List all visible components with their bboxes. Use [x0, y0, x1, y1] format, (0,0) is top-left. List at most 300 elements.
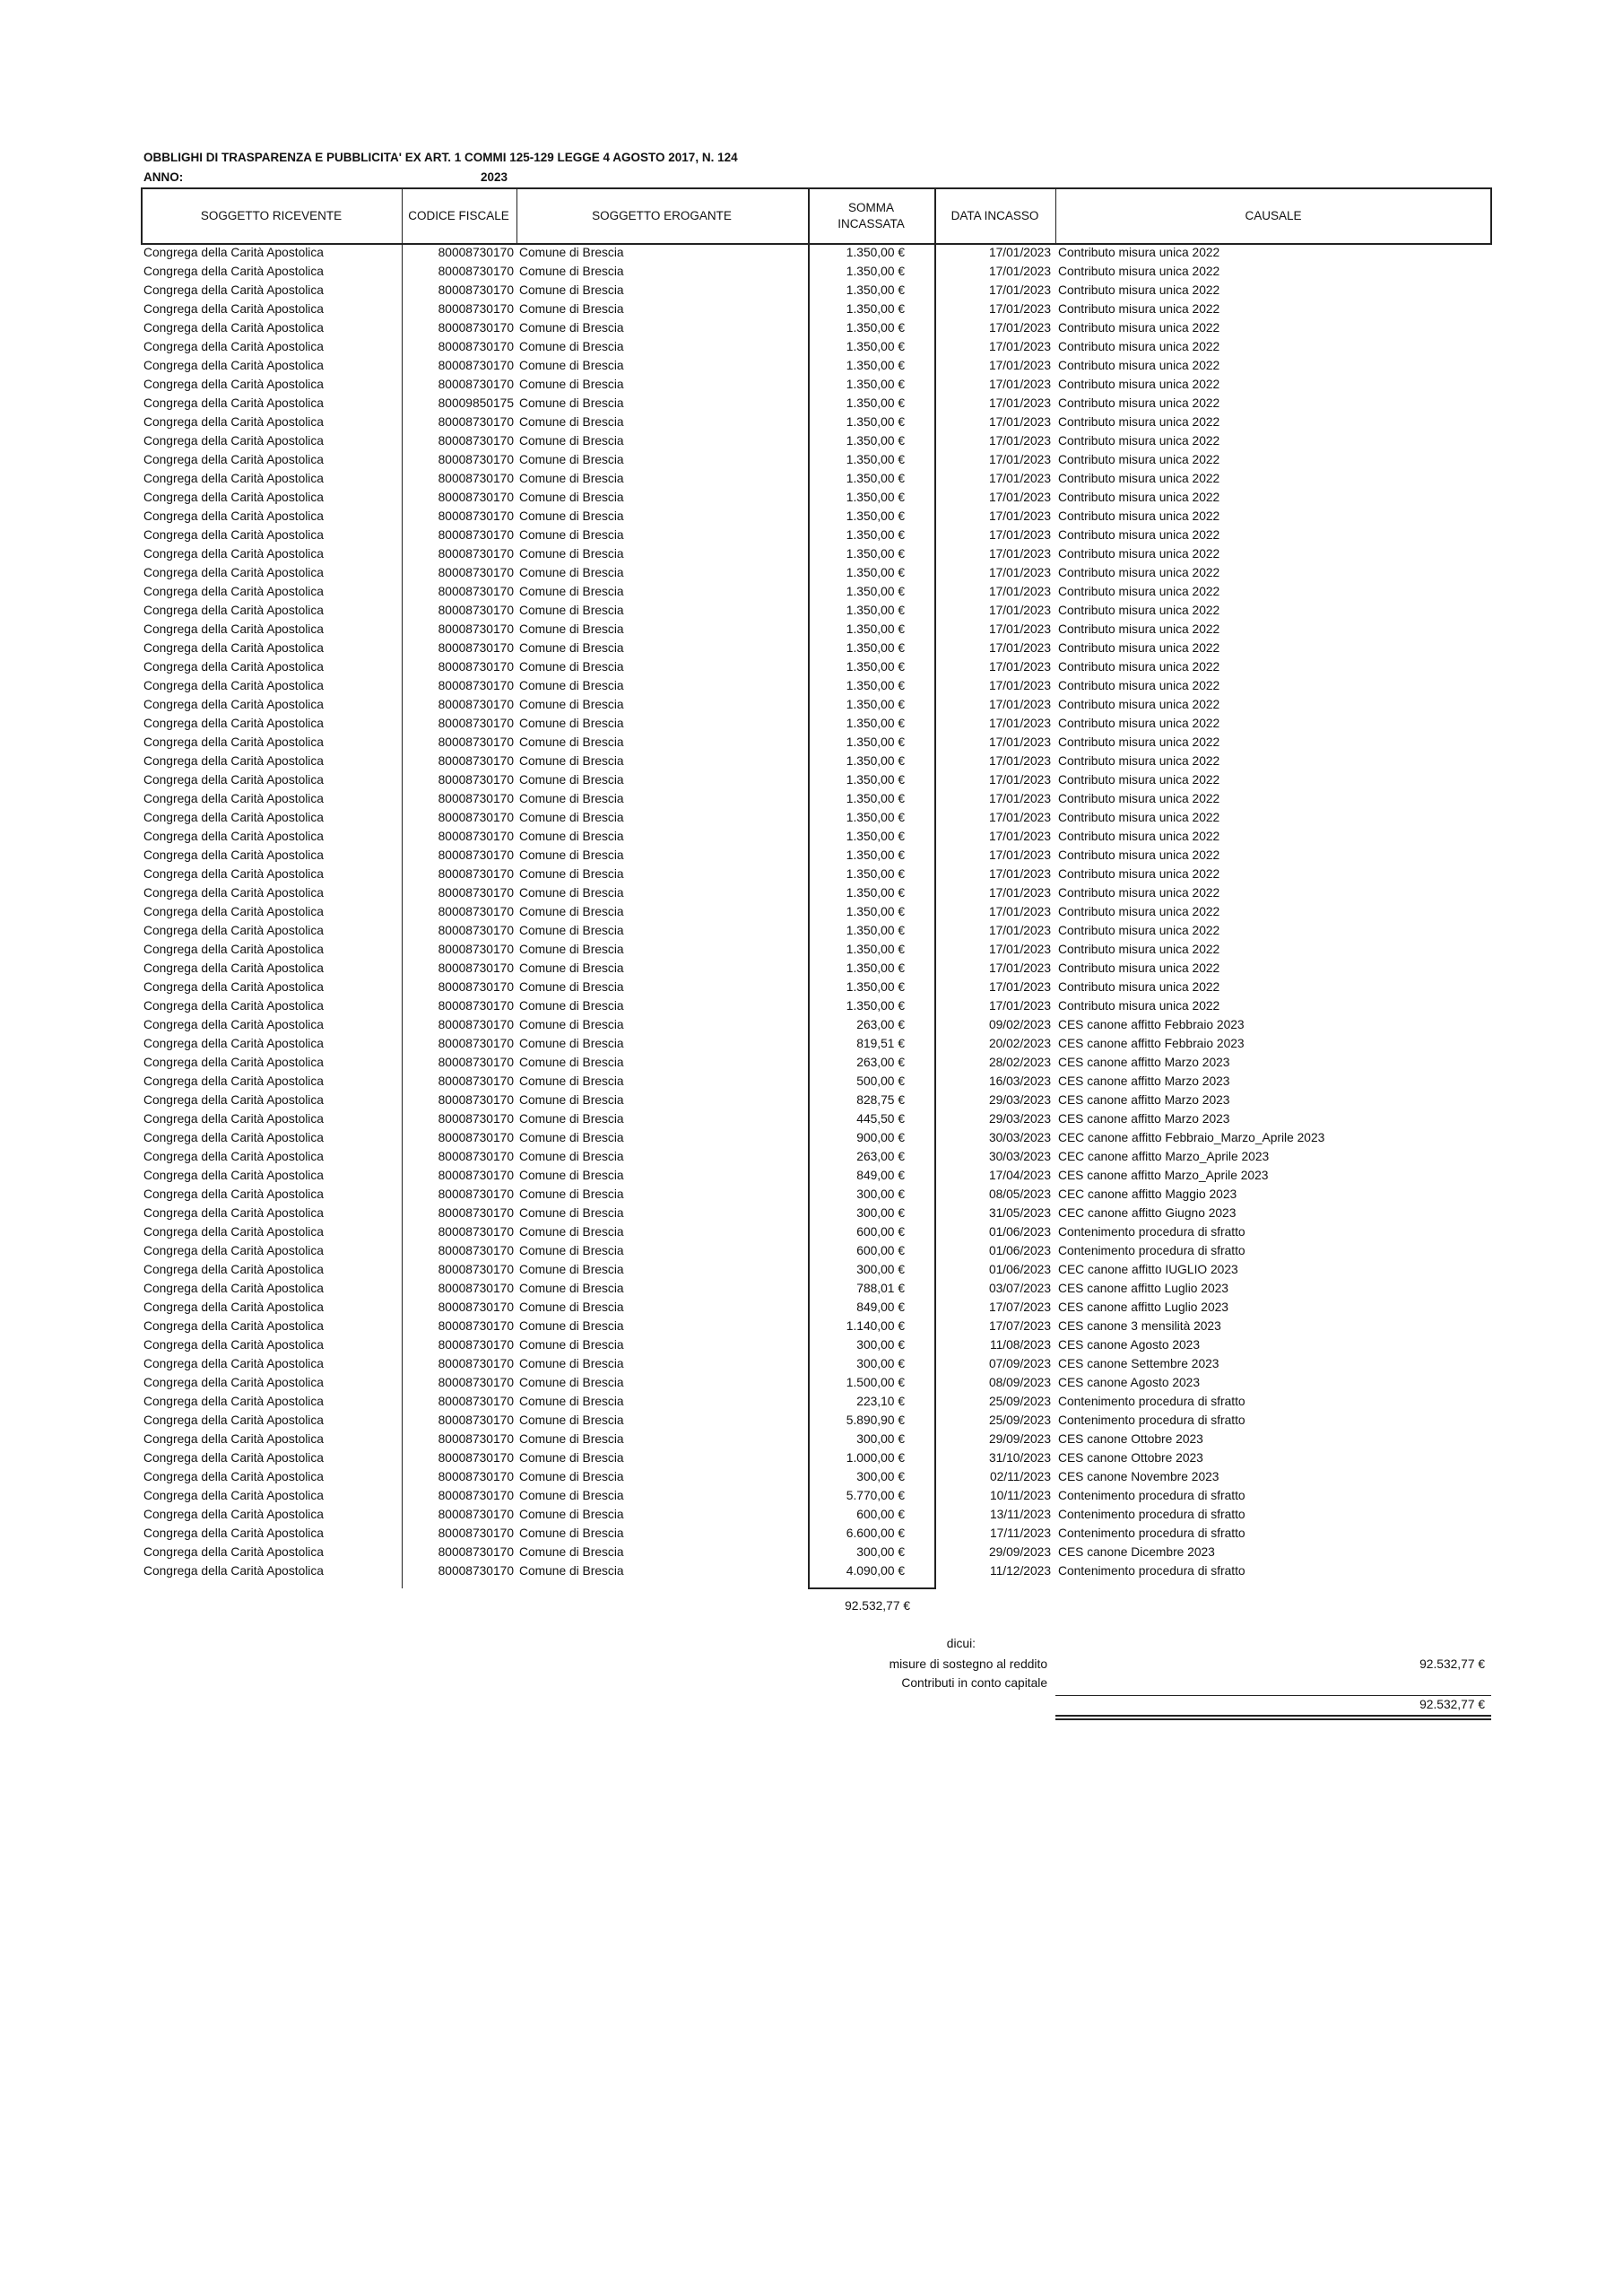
cell-somma-incassata: 600,00 € — [856, 1225, 905, 1239]
cell-somma-incassata: 1.350,00 € — [846, 980, 905, 994]
cell-somma-incassata: 1.350,00 € — [846, 811, 905, 824]
cell-soggetto-erogante: Comune di Brescia — [519, 1489, 624, 1502]
table-row — [0, 263, 1623, 282]
cell-somma-incassata: 1.000,00 € — [846, 1451, 905, 1465]
cell-causale: CES canone Novembre 2023 — [1058, 1470, 1219, 1483]
cell-causale: Contributo misura unica 2022 — [1058, 924, 1220, 937]
cell-somma-incassata: 1.500,00 € — [846, 1376, 905, 1389]
cell-data-incasso: 09/02/2023 — [988, 1018, 1051, 1031]
cell-soggetto-ricevente: Congrega della Carità Apostolica — [143, 265, 324, 278]
cell-codice-fiscale: 80008730170 — [438, 547, 514, 561]
cell-data-incasso: 17/01/2023 — [988, 999, 1051, 1013]
cell-soggetto-erogante: Comune di Brescia — [519, 980, 624, 994]
table-row — [0, 395, 1623, 413]
cell-soggetto-erogante: Comune di Brescia — [519, 321, 624, 335]
table-row — [0, 1299, 1623, 1318]
table-row — [0, 1186, 1623, 1205]
cell-somma-incassata: 1.350,00 € — [846, 378, 905, 391]
table-row — [0, 1487, 1623, 1506]
cell-data-incasso: 29/09/2023 — [988, 1432, 1051, 1446]
cell-codice-fiscale: 80008730170 — [438, 867, 514, 881]
cell-causale: Contributo misura unica 2022 — [1058, 961, 1220, 975]
cell-causale: CES canone affitto Luglio 2023 — [1058, 1300, 1228, 1314]
cell-causale: Contributo misura unica 2022 — [1058, 246, 1220, 259]
cell-codice-fiscale: 80008730170 — [438, 1300, 514, 1314]
cell-somma-incassata: 1.350,00 € — [846, 698, 905, 711]
table-row — [0, 413, 1623, 432]
cell-somma-incassata: 1.350,00 € — [846, 434, 905, 448]
cell-soggetto-ricevente: Congrega della Carità Apostolica — [143, 641, 324, 655]
cell-codice-fiscale: 80008730170 — [438, 1357, 514, 1370]
table-row — [0, 300, 1623, 319]
cell-somma-incassata: 300,00 € — [856, 1545, 905, 1559]
table-row — [0, 1318, 1623, 1336]
cell-somma-incassata: 1.350,00 € — [846, 585, 905, 598]
cell-somma-incassata: 4.090,00 € — [846, 1564, 905, 1578]
cell-causale: Contributo misura unica 2022 — [1058, 641, 1220, 655]
col-codice-fiscale: CODICE FISCALE — [408, 208, 509, 222]
table-row — [0, 1110, 1623, 1129]
cell-causale: CEC canone affitto Giugno 2023 — [1058, 1206, 1237, 1220]
cell-data-incasso: 17/01/2023 — [988, 773, 1051, 787]
cell-somma-incassata: 900,00 € — [856, 1131, 905, 1144]
table-row — [0, 1073, 1623, 1091]
cell-causale: Contributo misura unica 2022 — [1058, 867, 1220, 881]
col-soggetto-erogante: SOGGETTO EROGANTE — [592, 208, 732, 222]
cell-soggetto-ricevente: Congrega della Carità Apostolica — [143, 547, 324, 561]
cell-soggetto-ricevente: Congrega della Carità Apostolica — [143, 1319, 324, 1333]
cell-causale: Contributo misura unica 2022 — [1058, 378, 1220, 391]
table-row — [0, 451, 1623, 470]
cell-soggetto-ricevente: Congrega della Carità Apostolica — [143, 340, 324, 353]
cell-somma-incassata: 300,00 € — [856, 1357, 905, 1370]
divider-erogante — [516, 187, 517, 245]
cell-causale: Contributo misura unica 2022 — [1058, 321, 1220, 335]
table-row — [0, 1016, 1623, 1035]
misure-label: misure di sostegno al reddito — [889, 1657, 1047, 1671]
cell-soggetto-ricevente: Congrega della Carità Apostolica — [143, 283, 324, 297]
cell-causale: CES canone Ottobre 2023 — [1058, 1451, 1203, 1465]
cell-causale: Contenimento procedura di sfratto — [1058, 1225, 1245, 1239]
cell-causale: CES canone 3 mensilità 2023 — [1058, 1319, 1221, 1333]
cell-data-incasso: 17/01/2023 — [988, 321, 1051, 335]
cell-soggetto-erogante: Comune di Brescia — [519, 453, 624, 466]
table-row — [0, 1412, 1623, 1431]
cell-somma-incassata: 1.350,00 € — [846, 641, 905, 655]
cell-codice-fiscale: 80008730170 — [438, 340, 514, 353]
cell-somma-incassata: 445,50 € — [856, 1112, 905, 1126]
cell-data-incasso: 17/01/2023 — [988, 924, 1051, 937]
cell-codice-fiscale: 80008730170 — [438, 1376, 514, 1389]
cell-soggetto-erogante: Comune di Brescia — [519, 1037, 624, 1050]
table-row — [0, 432, 1623, 451]
total-amount: 92.532,77 € — [845, 1599, 910, 1613]
cell-codice-fiscale: 80008730170 — [438, 905, 514, 918]
cell-somma-incassata: 1.350,00 € — [846, 265, 905, 278]
cell-data-incasso: 25/09/2023 — [988, 1395, 1051, 1408]
cell-codice-fiscale: 80008730170 — [438, 378, 514, 391]
cell-somma-incassata: 828,75 € — [856, 1093, 905, 1107]
table-row — [0, 1355, 1623, 1374]
cell-soggetto-ricevente: Congrega della Carità Apostolica — [143, 735, 324, 749]
cell-data-incasso: 17/01/2023 — [988, 698, 1051, 711]
table-row — [0, 865, 1623, 884]
cell-somma-incassata: 300,00 € — [856, 1187, 905, 1201]
cell-soggetto-erogante: Comune di Brescia — [519, 1131, 624, 1144]
cell-soggetto-erogante: Comune di Brescia — [519, 905, 624, 918]
cell-data-incasso: 30/03/2023 — [988, 1150, 1051, 1163]
table-row — [0, 1393, 1623, 1412]
table-row — [0, 1468, 1623, 1487]
cell-soggetto-ricevente: Congrega della Carità Apostolica — [143, 1093, 324, 1107]
cell-soggetto-erogante: Comune di Brescia — [519, 1526, 624, 1540]
cell-codice-fiscale: 80008730170 — [438, 1263, 514, 1276]
table-row — [0, 1261, 1623, 1280]
cell-data-incasso: 17/07/2023 — [988, 1319, 1051, 1333]
cell-codice-fiscale: 80008730170 — [438, 1432, 514, 1446]
cell-causale: Contenimento procedura di sfratto — [1058, 1244, 1245, 1257]
table-row — [0, 997, 1623, 1016]
cell-codice-fiscale: 80008730170 — [438, 961, 514, 975]
cell-codice-fiscale: 80008730170 — [438, 1018, 514, 1031]
table-row — [0, 508, 1623, 526]
cell-data-incasso: 17/01/2023 — [988, 340, 1051, 353]
cell-soggetto-ricevente: Congrega della Carità Apostolica — [143, 1564, 324, 1578]
cell-soggetto-erogante: Comune di Brescia — [519, 283, 624, 297]
cell-soggetto-erogante: Comune di Brescia — [519, 491, 624, 504]
cell-soggetto-ricevente: Congrega della Carità Apostolica — [143, 604, 324, 617]
table-row — [0, 847, 1623, 865]
cell-causale: CES canone affitto Marzo 2023 — [1058, 1074, 1230, 1088]
cell-data-incasso: 31/10/2023 — [988, 1451, 1051, 1465]
cell-causale: CES canone Ottobre 2023 — [1058, 1432, 1203, 1446]
anno-label: ANNO: — [143, 170, 184, 184]
amount-column-bottom-border — [808, 1587, 936, 1589]
cell-data-incasso: 17/01/2023 — [988, 660, 1051, 674]
cell-causale: CEC canone affitto IUGLIO 2023 — [1058, 1263, 1238, 1276]
cell-soggetto-ricevente: Congrega della Carità Apostolica — [143, 698, 324, 711]
table-row — [0, 922, 1623, 941]
cell-somma-incassata: 1.350,00 € — [846, 792, 905, 805]
cell-codice-fiscale: 80008730170 — [438, 698, 514, 711]
cell-data-incasso: 17/01/2023 — [988, 905, 1051, 918]
cell-causale: Contenimento procedura di sfratto — [1058, 1489, 1245, 1502]
cell-data-incasso: 02/11/2023 — [989, 1470, 1051, 1483]
cell-somma-incassata: 1.350,00 € — [846, 359, 905, 372]
double-rule-top — [1055, 1715, 1491, 1717]
cell-codice-fiscale: 80008730170 — [438, 509, 514, 523]
cell-soggetto-ricevente: Congrega della Carità Apostolica — [143, 1508, 324, 1521]
cell-somma-incassata: 1.350,00 € — [846, 246, 905, 259]
cell-soggetto-ricevente: Congrega della Carità Apostolica — [143, 811, 324, 824]
cell-soggetto-ricevente: Congrega della Carità Apostolica — [143, 754, 324, 768]
cell-codice-fiscale: 80008730170 — [438, 1112, 514, 1126]
cell-causale: Contributo misura unica 2022 — [1058, 660, 1220, 674]
cell-soggetto-erogante: Comune di Brescia — [519, 1187, 624, 1201]
cell-soggetto-ricevente: Congrega della Carità Apostolica — [143, 528, 324, 542]
cell-somma-incassata: 1.350,00 € — [846, 396, 905, 410]
col-soggetto-ricevente: SOGGETTO RICEVENTE — [200, 208, 343, 222]
cell-somma-incassata: 300,00 € — [856, 1432, 905, 1446]
cell-soggetto-erogante: Comune di Brescia — [519, 509, 624, 523]
cell-soggetto-erogante: Comune di Brescia — [519, 1470, 624, 1483]
cell-causale: CES canone Agosto 2023 — [1058, 1376, 1201, 1389]
cell-soggetto-ricevente: Congrega della Carità Apostolica — [143, 943, 324, 956]
cell-codice-fiscale: 80008730170 — [438, 1395, 514, 1408]
cell-somma-incassata: 263,00 € — [856, 1018, 905, 1031]
table-row — [0, 1525, 1623, 1544]
document-title: OBBLIGHI DI TRASPARENZA E PUBBLICITA' EX ART. 1 COMMI 125-129 LEGGE 4 AGOSTO 2017, N. 124 — [143, 151, 738, 164]
cell-soggetto-erogante: Comune di Brescia — [519, 1300, 624, 1314]
cell-codice-fiscale: 80008730170 — [438, 754, 514, 768]
cell-codice-fiscale: 80008730170 — [438, 999, 514, 1013]
cell-causale: Contributo misura unica 2022 — [1058, 415, 1220, 429]
cell-codice-fiscale: 80008730170 — [438, 1074, 514, 1088]
cell-soggetto-ricevente: Congrega della Carità Apostolica — [143, 622, 324, 636]
cell-data-incasso: 17/01/2023 — [988, 359, 1051, 372]
cell-soggetto-ricevente: Congrega della Carità Apostolica — [143, 830, 324, 843]
cell-soggetto-ricevente: Congrega della Carità Apostolica — [143, 1037, 324, 1050]
cell-codice-fiscale: 80008730170 — [438, 1451, 514, 1465]
cell-soggetto-ricevente: Congrega della Carità Apostolica — [143, 302, 324, 316]
cell-data-incasso: 20/02/2023 — [988, 1037, 1051, 1050]
cell-causale: Contributo misura unica 2022 — [1058, 773, 1220, 787]
cell-soggetto-erogante: Comune di Brescia — [519, 735, 624, 749]
cell-somma-incassata: 1.350,00 € — [846, 547, 905, 561]
cell-causale: Contenimento procedura di sfratto — [1058, 1395, 1245, 1408]
cell-soggetto-ricevente: Congrega della Carità Apostolica — [143, 1018, 324, 1031]
cell-data-incasso: 30/03/2023 — [988, 1131, 1051, 1144]
cell-data-incasso: 29/03/2023 — [988, 1112, 1051, 1126]
cell-causale: CEC canone affitto Maggio 2023 — [1058, 1187, 1237, 1201]
cell-soggetto-ricevente: Congrega della Carità Apostolica — [143, 1376, 324, 1389]
cell-codice-fiscale: 80008730170 — [438, 265, 514, 278]
cell-soggetto-erogante: Comune di Brescia — [519, 1263, 624, 1276]
cell-somma-incassata: 600,00 € — [856, 1508, 905, 1521]
cell-somma-incassata: 1.350,00 € — [846, 848, 905, 862]
cell-soggetto-ricevente: Congrega della Carità Apostolica — [143, 679, 324, 692]
col-somma-incassata: SOMMA INCASSATA — [838, 200, 905, 230]
table-row — [0, 338, 1623, 357]
cell-data-incasso: 17/01/2023 — [988, 472, 1051, 485]
cell-soggetto-ricevente: Congrega della Carità Apostolica — [143, 321, 324, 335]
table-row — [0, 1280, 1623, 1299]
anno-value: 2023 — [481, 170, 508, 184]
cell-somma-incassata: 300,00 € — [856, 1470, 905, 1483]
cell-codice-fiscale: 80008730170 — [438, 792, 514, 805]
cell-somma-incassata: 819,51 € — [856, 1037, 905, 1050]
table-row — [0, 941, 1623, 960]
cell-soggetto-ricevente: Congrega della Carità Apostolica — [143, 1357, 324, 1370]
cell-soggetto-ricevente: Congrega della Carità Apostolica — [143, 660, 324, 674]
table-row — [0, 790, 1623, 809]
table-row — [0, 319, 1623, 338]
cell-somma-incassata: 500,00 € — [856, 1074, 905, 1088]
cell-soggetto-erogante: Comune di Brescia — [519, 1056, 624, 1069]
cell-data-incasso: 17/01/2023 — [988, 754, 1051, 768]
cell-soggetto-ricevente: Congrega della Carità Apostolica — [143, 1225, 324, 1239]
cell-codice-fiscale: 80008730170 — [438, 453, 514, 466]
cell-causale: CES canone affitto Febbraio 2023 — [1058, 1018, 1245, 1031]
col-data-incasso: DATA INCASSO — [950, 208, 1039, 222]
cell-somma-incassata: 1.350,00 € — [846, 961, 905, 975]
cell-somma-incassata: 1.350,00 € — [846, 509, 905, 523]
cell-somma-incassata: 1.350,00 € — [846, 924, 905, 937]
cell-soggetto-ricevente: Congrega della Carità Apostolica — [143, 1413, 324, 1427]
cell-codice-fiscale: 80008730170 — [438, 1150, 514, 1163]
cell-codice-fiscale: 80008730170 — [438, 283, 514, 297]
cell-codice-fiscale: 80008730170 — [438, 1413, 514, 1427]
cell-soggetto-erogante: Comune di Brescia — [519, 359, 624, 372]
cell-soggetto-ricevente: Congrega della Carità Apostolica — [143, 509, 324, 523]
cell-somma-incassata: 1.350,00 € — [846, 491, 905, 504]
table-row — [0, 1091, 1623, 1110]
table-row — [0, 1449, 1623, 1468]
cell-codice-fiscale: 80008730170 — [438, 302, 514, 316]
cell-data-incasso: 17/01/2023 — [988, 830, 1051, 843]
cell-data-incasso: 17/01/2023 — [988, 811, 1051, 824]
cell-codice-fiscale: 80008730170 — [438, 321, 514, 335]
cell-soggetto-erogante: Comune di Brescia — [519, 1508, 624, 1521]
cell-codice-fiscale: 80008730170 — [438, 1338, 514, 1352]
cell-somma-incassata: 1.350,00 € — [846, 340, 905, 353]
cell-data-incasso: 01/06/2023 — [988, 1244, 1051, 1257]
cell-data-incasso: 17/01/2023 — [988, 867, 1051, 881]
cell-soggetto-erogante: Comune di Brescia — [519, 660, 624, 674]
cell-causale: Contributo misura unica 2022 — [1058, 622, 1220, 636]
cell-codice-fiscale: 80008730170 — [438, 359, 514, 372]
cell-data-incasso: 17/01/2023 — [988, 453, 1051, 466]
cell-somma-incassata: 1.350,00 € — [846, 622, 905, 636]
cell-causale: Contributo misura unica 2022 — [1058, 453, 1220, 466]
cell-causale: Contributo misura unica 2022 — [1058, 679, 1220, 692]
cell-somma-incassata: 1.350,00 € — [846, 302, 905, 316]
cell-soggetto-ricevente: Congrega della Carità Apostolica — [143, 1545, 324, 1559]
cell-causale: Contributo misura unica 2022 — [1058, 265, 1220, 278]
cell-soggetto-ricevente: Congrega della Carità Apostolica — [143, 246, 324, 259]
cell-causale: Contributo misura unica 2022 — [1058, 283, 1220, 297]
cell-somma-incassata: 1.350,00 € — [846, 283, 905, 297]
cell-soggetto-erogante: Comune di Brescia — [519, 246, 624, 259]
cell-data-incasso: 17/01/2023 — [988, 528, 1051, 542]
cell-somma-incassata: 1.350,00 € — [846, 472, 905, 485]
cell-data-incasso: 17/01/2023 — [988, 943, 1051, 956]
cell-codice-fiscale: 80008730170 — [438, 1508, 514, 1521]
cell-soggetto-erogante: Comune di Brescia — [519, 1282, 624, 1295]
cell-somma-incassata: 5.890,90 € — [846, 1413, 905, 1427]
cell-somma-incassata: 1.350,00 € — [846, 735, 905, 749]
cell-somma-incassata: 1.350,00 € — [846, 773, 905, 787]
cell-codice-fiscale: 80008730170 — [438, 415, 514, 429]
cell-soggetto-erogante: Comune di Brescia — [519, 415, 624, 429]
table-row — [0, 1035, 1623, 1054]
cell-causale: Contributo misura unica 2022 — [1058, 509, 1220, 523]
cell-codice-fiscale: 80008730170 — [438, 1225, 514, 1239]
cell-soggetto-ricevente: Congrega della Carità Apostolica — [143, 792, 324, 805]
cell-soggetto-erogante: Comune di Brescia — [519, 867, 624, 881]
cell-somma-incassata: 1.350,00 € — [846, 604, 905, 617]
cell-causale: CES canone Dicembre 2023 — [1058, 1545, 1215, 1559]
cell-somma-incassata: 788,01 € — [856, 1282, 905, 1295]
cell-data-incasso: 11/12/2023 — [989, 1564, 1051, 1578]
table-row — [0, 1506, 1623, 1525]
cell-soggetto-erogante: Comune di Brescia — [519, 566, 624, 579]
cell-data-incasso: 17/11/2023 — [989, 1526, 1051, 1540]
cell-causale: Contributo misura unica 2022 — [1058, 811, 1220, 824]
cell-causale: Contributo misura unica 2022 — [1058, 547, 1220, 561]
cell-soggetto-ricevente: Congrega della Carità Apostolica — [143, 1112, 324, 1126]
cell-soggetto-ricevente: Congrega della Carità Apostolica — [143, 1470, 324, 1483]
cell-soggetto-erogante: Comune di Brescia — [519, 1413, 624, 1427]
cell-somma-incassata: 1.350,00 € — [846, 754, 905, 768]
cell-soggetto-ricevente: Congrega della Carità Apostolica — [143, 1263, 324, 1276]
cell-soggetto-erogante: Comune di Brescia — [519, 1206, 624, 1220]
cell-causale: Contenimento procedura di sfratto — [1058, 1508, 1245, 1521]
cell-somma-incassata: 1.350,00 € — [846, 453, 905, 466]
cell-soggetto-ricevente: Congrega della Carità Apostolica — [143, 1282, 324, 1295]
cell-data-incasso: 17/01/2023 — [988, 622, 1051, 636]
cell-causale: CES canone affitto Marzo 2023 — [1058, 1056, 1230, 1069]
cell-codice-fiscale: 80008730170 — [438, 1131, 514, 1144]
cell-causale: Contenimento procedura di sfratto — [1058, 1526, 1245, 1540]
table-row — [0, 564, 1623, 583]
cell-codice-fiscale: 80008730170 — [438, 980, 514, 994]
cell-soggetto-ricevente: Congrega della Carità Apostolica — [143, 717, 324, 730]
cell-soggetto-ricevente: Congrega della Carità Apostolica — [143, 472, 324, 485]
table-row — [0, 1167, 1623, 1186]
cell-causale: Contributo misura unica 2022 — [1058, 396, 1220, 410]
cell-codice-fiscale: 80008730170 — [438, 1489, 514, 1502]
table-row — [0, 244, 1623, 263]
cell-soggetto-erogante: Comune di Brescia — [519, 1432, 624, 1446]
cell-soggetto-ricevente: Congrega della Carità Apostolica — [143, 453, 324, 466]
table-row — [0, 1148, 1623, 1167]
cell-soggetto-ricevente: Congrega della Carità Apostolica — [143, 415, 324, 429]
cell-causale: Contributo misura unica 2022 — [1058, 754, 1220, 768]
cell-soggetto-erogante: Comune di Brescia — [519, 1545, 624, 1559]
cell-causale: Contributo misura unica 2022 — [1058, 491, 1220, 504]
cell-causale: Contributo misura unica 2022 — [1058, 905, 1220, 918]
grand-total: 92.532,77 € — [1419, 1698, 1485, 1711]
table-row — [0, 583, 1623, 602]
cell-data-incasso: 31/05/2023 — [988, 1206, 1051, 1220]
cell-somma-incassata: 263,00 € — [856, 1056, 905, 1069]
cell-data-incasso: 28/02/2023 — [988, 1056, 1051, 1069]
cell-somma-incassata: 300,00 € — [856, 1206, 905, 1220]
cell-codice-fiscale: 80008730170 — [438, 848, 514, 862]
cell-soggetto-erogante: Comune di Brescia — [519, 1112, 624, 1126]
cell-data-incasso: 07/09/2023 — [988, 1357, 1051, 1370]
cell-codice-fiscale: 80008730170 — [438, 1093, 514, 1107]
cell-codice-fiscale: 80008730170 — [438, 641, 514, 655]
cell-data-incasso: 17/04/2023 — [988, 1169, 1051, 1182]
cell-codice-fiscale: 80008730170 — [438, 472, 514, 485]
table-row — [0, 357, 1623, 376]
cell-codice-fiscale: 80008730170 — [438, 773, 514, 787]
cell-causale: Contributo misura unica 2022 — [1058, 528, 1220, 542]
cell-causale: CEC canone affitto Marzo_Aprile 2023 — [1058, 1150, 1270, 1163]
cell-data-incasso: 17/01/2023 — [988, 604, 1051, 617]
cell-data-incasso: 29/03/2023 — [988, 1093, 1051, 1107]
cell-data-incasso: 29/09/2023 — [988, 1545, 1051, 1559]
cell-causale: Contributo misura unica 2022 — [1058, 830, 1220, 843]
cell-soggetto-ricevente: Congrega della Carità Apostolica — [143, 848, 324, 862]
cell-soggetto-ricevente: Congrega della Carità Apostolica — [143, 1187, 324, 1201]
cell-causale: Contenimento procedura di sfratto — [1058, 1564, 1245, 1578]
cell-soggetto-ricevente: Congrega della Carità Apostolica — [143, 378, 324, 391]
table-body — [0, 244, 1623, 1581]
cell-data-incasso: 13/11/2023 — [989, 1508, 1051, 1521]
